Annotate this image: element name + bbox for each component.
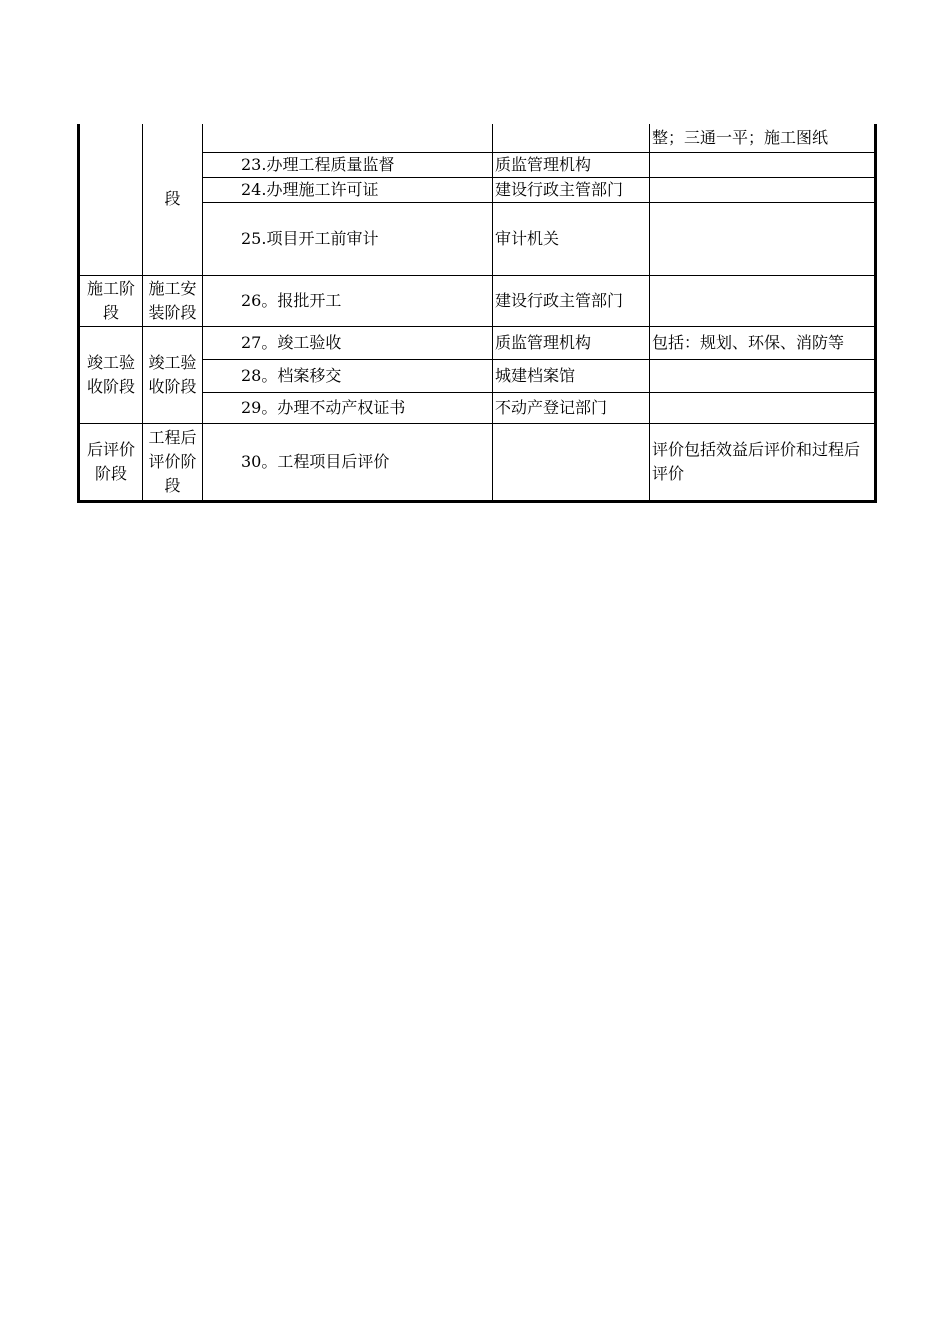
project-procedure-table bbox=[77, 124, 877, 503]
item-cell: 27。竣工验收 bbox=[203, 326, 493, 359]
stage-cell: 竣工验收阶段 bbox=[79, 326, 143, 423]
substage-cell: 段 bbox=[143, 124, 203, 275]
note-cell: 整；三通一平；施工图纸 bbox=[650, 124, 876, 152]
dept-cell: 审计机关 bbox=[493, 202, 650, 275]
dept-cell: 城建档案馆 bbox=[493, 359, 650, 392]
stage-cell: 施工阶段 bbox=[79, 275, 143, 326]
item-cell: 26。报批开工 bbox=[203, 275, 493, 326]
note-cell bbox=[650, 152, 876, 177]
item-cell: 24.办理施工许可证 bbox=[203, 177, 493, 202]
dept-cell bbox=[493, 423, 650, 501]
stage-cell: 后评价阶段 bbox=[79, 423, 143, 501]
table-row bbox=[79, 124, 876, 152]
substage-cell: 竣工验收阶段 bbox=[143, 326, 203, 423]
item-cell: 29。办理不动产权证书 bbox=[203, 392, 493, 423]
dept-cell bbox=[493, 124, 650, 152]
note-cell: 评价包括效益后评价和过程后评价 bbox=[650, 423, 876, 501]
substage-cell: 施工安装阶段 bbox=[143, 275, 203, 326]
note-cell bbox=[650, 275, 876, 326]
note-cell bbox=[650, 392, 876, 423]
item-cell: 28。档案移交 bbox=[203, 359, 493, 392]
substage-cell: 工程后评价阶段 bbox=[143, 423, 203, 501]
note-cell: 包括：规划、环保、消防等 bbox=[650, 326, 876, 359]
item-cell: 25.项目开工前审计 bbox=[203, 202, 493, 275]
item-cell bbox=[203, 124, 493, 152]
dept-cell: 建设行政主管部门 bbox=[493, 275, 650, 326]
table-row bbox=[79, 326, 876, 359]
note-cell bbox=[650, 177, 876, 202]
table-row bbox=[79, 423, 876, 501]
stage-cell bbox=[79, 124, 143, 275]
dept-cell: 质监管理机构 bbox=[493, 152, 650, 177]
item-cell: 30。工程项目后评价 bbox=[203, 423, 493, 501]
table-row bbox=[79, 275, 876, 326]
dept-cell: 建设行政主管部门 bbox=[493, 177, 650, 202]
dept-cell: 不动产登记部门 bbox=[493, 392, 650, 423]
dept-cell: 质监管理机构 bbox=[493, 326, 650, 359]
note-cell bbox=[650, 359, 876, 392]
note-cell bbox=[650, 202, 876, 275]
item-cell: 23.办理工程质量监督 bbox=[203, 152, 493, 177]
